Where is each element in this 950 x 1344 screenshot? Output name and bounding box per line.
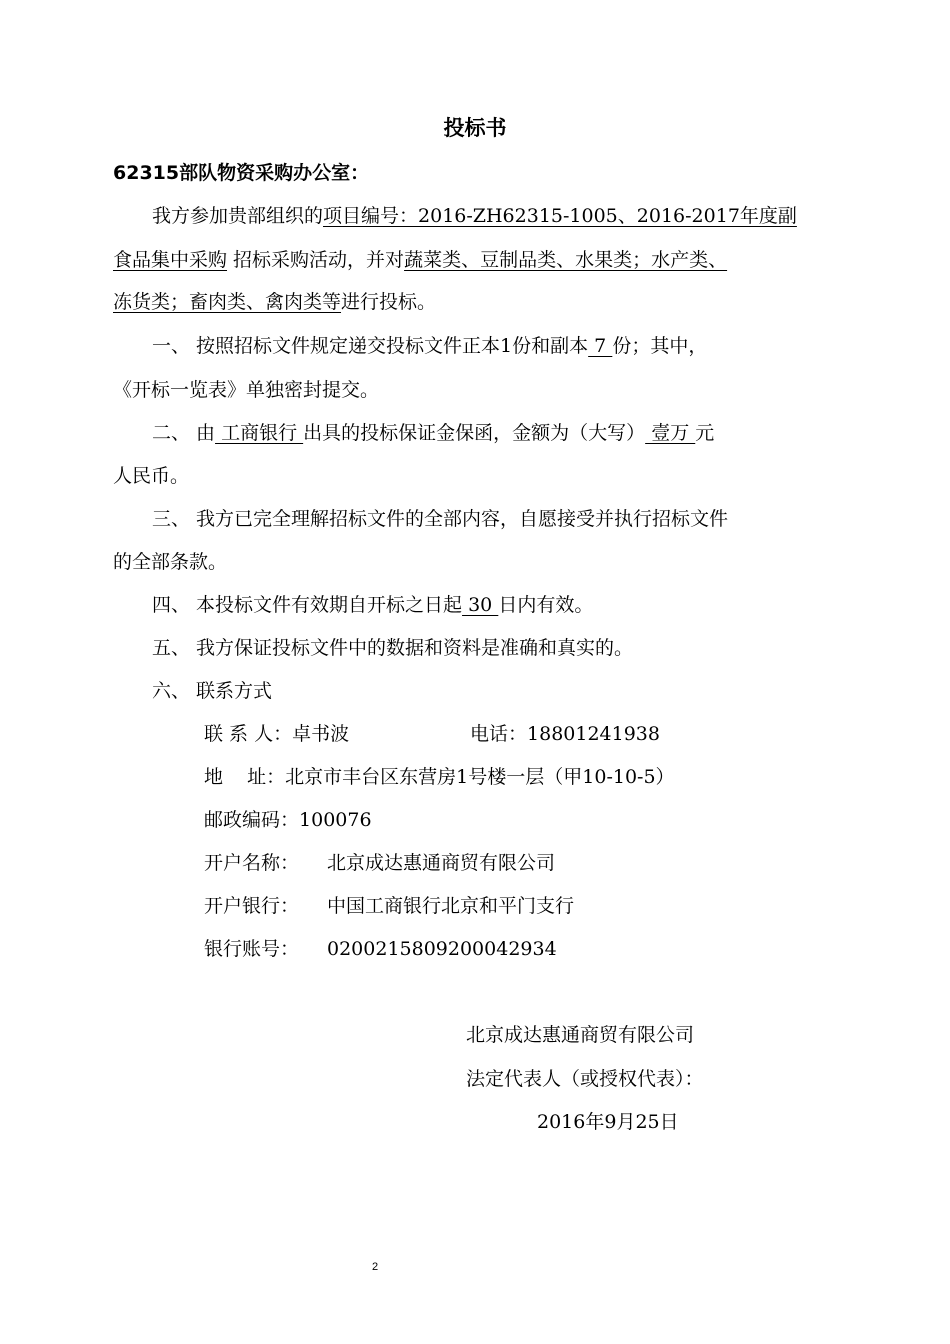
account-number: 0200215809200042934 [327,938,557,960]
account-number-row [204,934,299,964]
clause-4-text-b: 日内有效。 [498,594,594,616]
page-title: 投标书 [443,116,507,140]
postcode-label: 邮政编码： [204,809,300,831]
bid-categories-1: 蔬菜类、豆制品类、水果类；水产类、 [404,249,728,271]
clause-1-line-1 [152,331,707,361]
bank-name: 中国工商银行北京和平门支行 [327,895,575,917]
address: 北京市丰台区东营房1号楼一层（甲10-10-5） [285,766,675,788]
account-number-label: 银行账号： [204,938,300,960]
address-label: 地 址： [204,766,286,788]
clause-2-text-c: 元 [695,422,715,444]
bank-row [204,891,299,921]
clause-4 [152,590,593,620]
clause-3-line-1: 三、 我方已完全理解招标文件的全部内容，自愿接受并执行招标文件 [152,508,729,530]
bank-label: 开户银行： [204,895,300,917]
validity-days: 30 [462,594,499,616]
clause-2-line-1 [152,418,714,448]
phone-number: 18801241938 [527,723,660,745]
intro-lead: 我方参加贵部组织的 [152,205,324,227]
page-number: 2 [371,1261,379,1273]
clause-2-line-2: 人民币。 [113,465,190,487]
phone-label: 电话： [470,723,528,745]
clause-1-text-b: 份；其中， [612,335,708,357]
project-name: 食品集中采购 [113,249,228,271]
contact-person: 卓书波 [292,723,350,745]
clause-6: 六、 联系方式 [152,680,273,702]
postcode-row [204,805,372,835]
account-name-row [204,848,299,878]
clause-2-text: 二、 由 [152,422,216,444]
account-name: 北京成达惠通商贸有限公司 [327,852,556,874]
clause-2-text-b: 出具的投标保证金保函，金额为（大写） [303,422,646,444]
intro-line-1 [152,201,797,231]
clause-1-text: 一、 按照招标文件规定递交投标文件正本1份和副本 [152,335,589,357]
guarantee-amount: 壹万 [645,422,696,444]
addressee: 62315部队物资采购办公室： [113,162,370,184]
clause-3-line-2: 的全部条款。 [113,551,228,573]
intro-tail: 进行投标。 [341,291,437,313]
project-number: 项目编号：2016-ZH62315-1005、2016-2017年度副 [323,205,797,227]
copies-count: 7 [588,335,613,357]
contact-person-row [204,719,349,749]
account-name-label: 开户名称： [204,852,300,874]
contact-person-label: 联 系 人： [204,723,293,745]
clause-1-line-2: 《开标一览表》单独密封提交。 [113,379,380,401]
clause-5: 五、 我方保证投标文件中的数据和资料是准确和真实的。 [152,637,634,659]
clause-4-text: 四、 本投标文件有效期自开标之日起 [152,594,463,616]
signature-representative: 法定代表人（或授权代表）： [466,1068,704,1090]
signature-date: 2016年9月25日 [537,1111,679,1133]
guarantee-bank: 工商银行 [215,422,304,444]
postcode: 100076 [299,809,372,831]
bid-categories-2: 冻货类；畜肉类、禽肉类等 [113,291,342,313]
phone-row [470,719,660,749]
intro-line-3 [113,287,436,317]
signature-company: 北京成达惠通商贸有限公司 [466,1024,695,1046]
intro-line-2 [113,245,727,275]
address-row [204,762,675,792]
intro-mid: 招标采购活动，并对 [227,249,405,271]
